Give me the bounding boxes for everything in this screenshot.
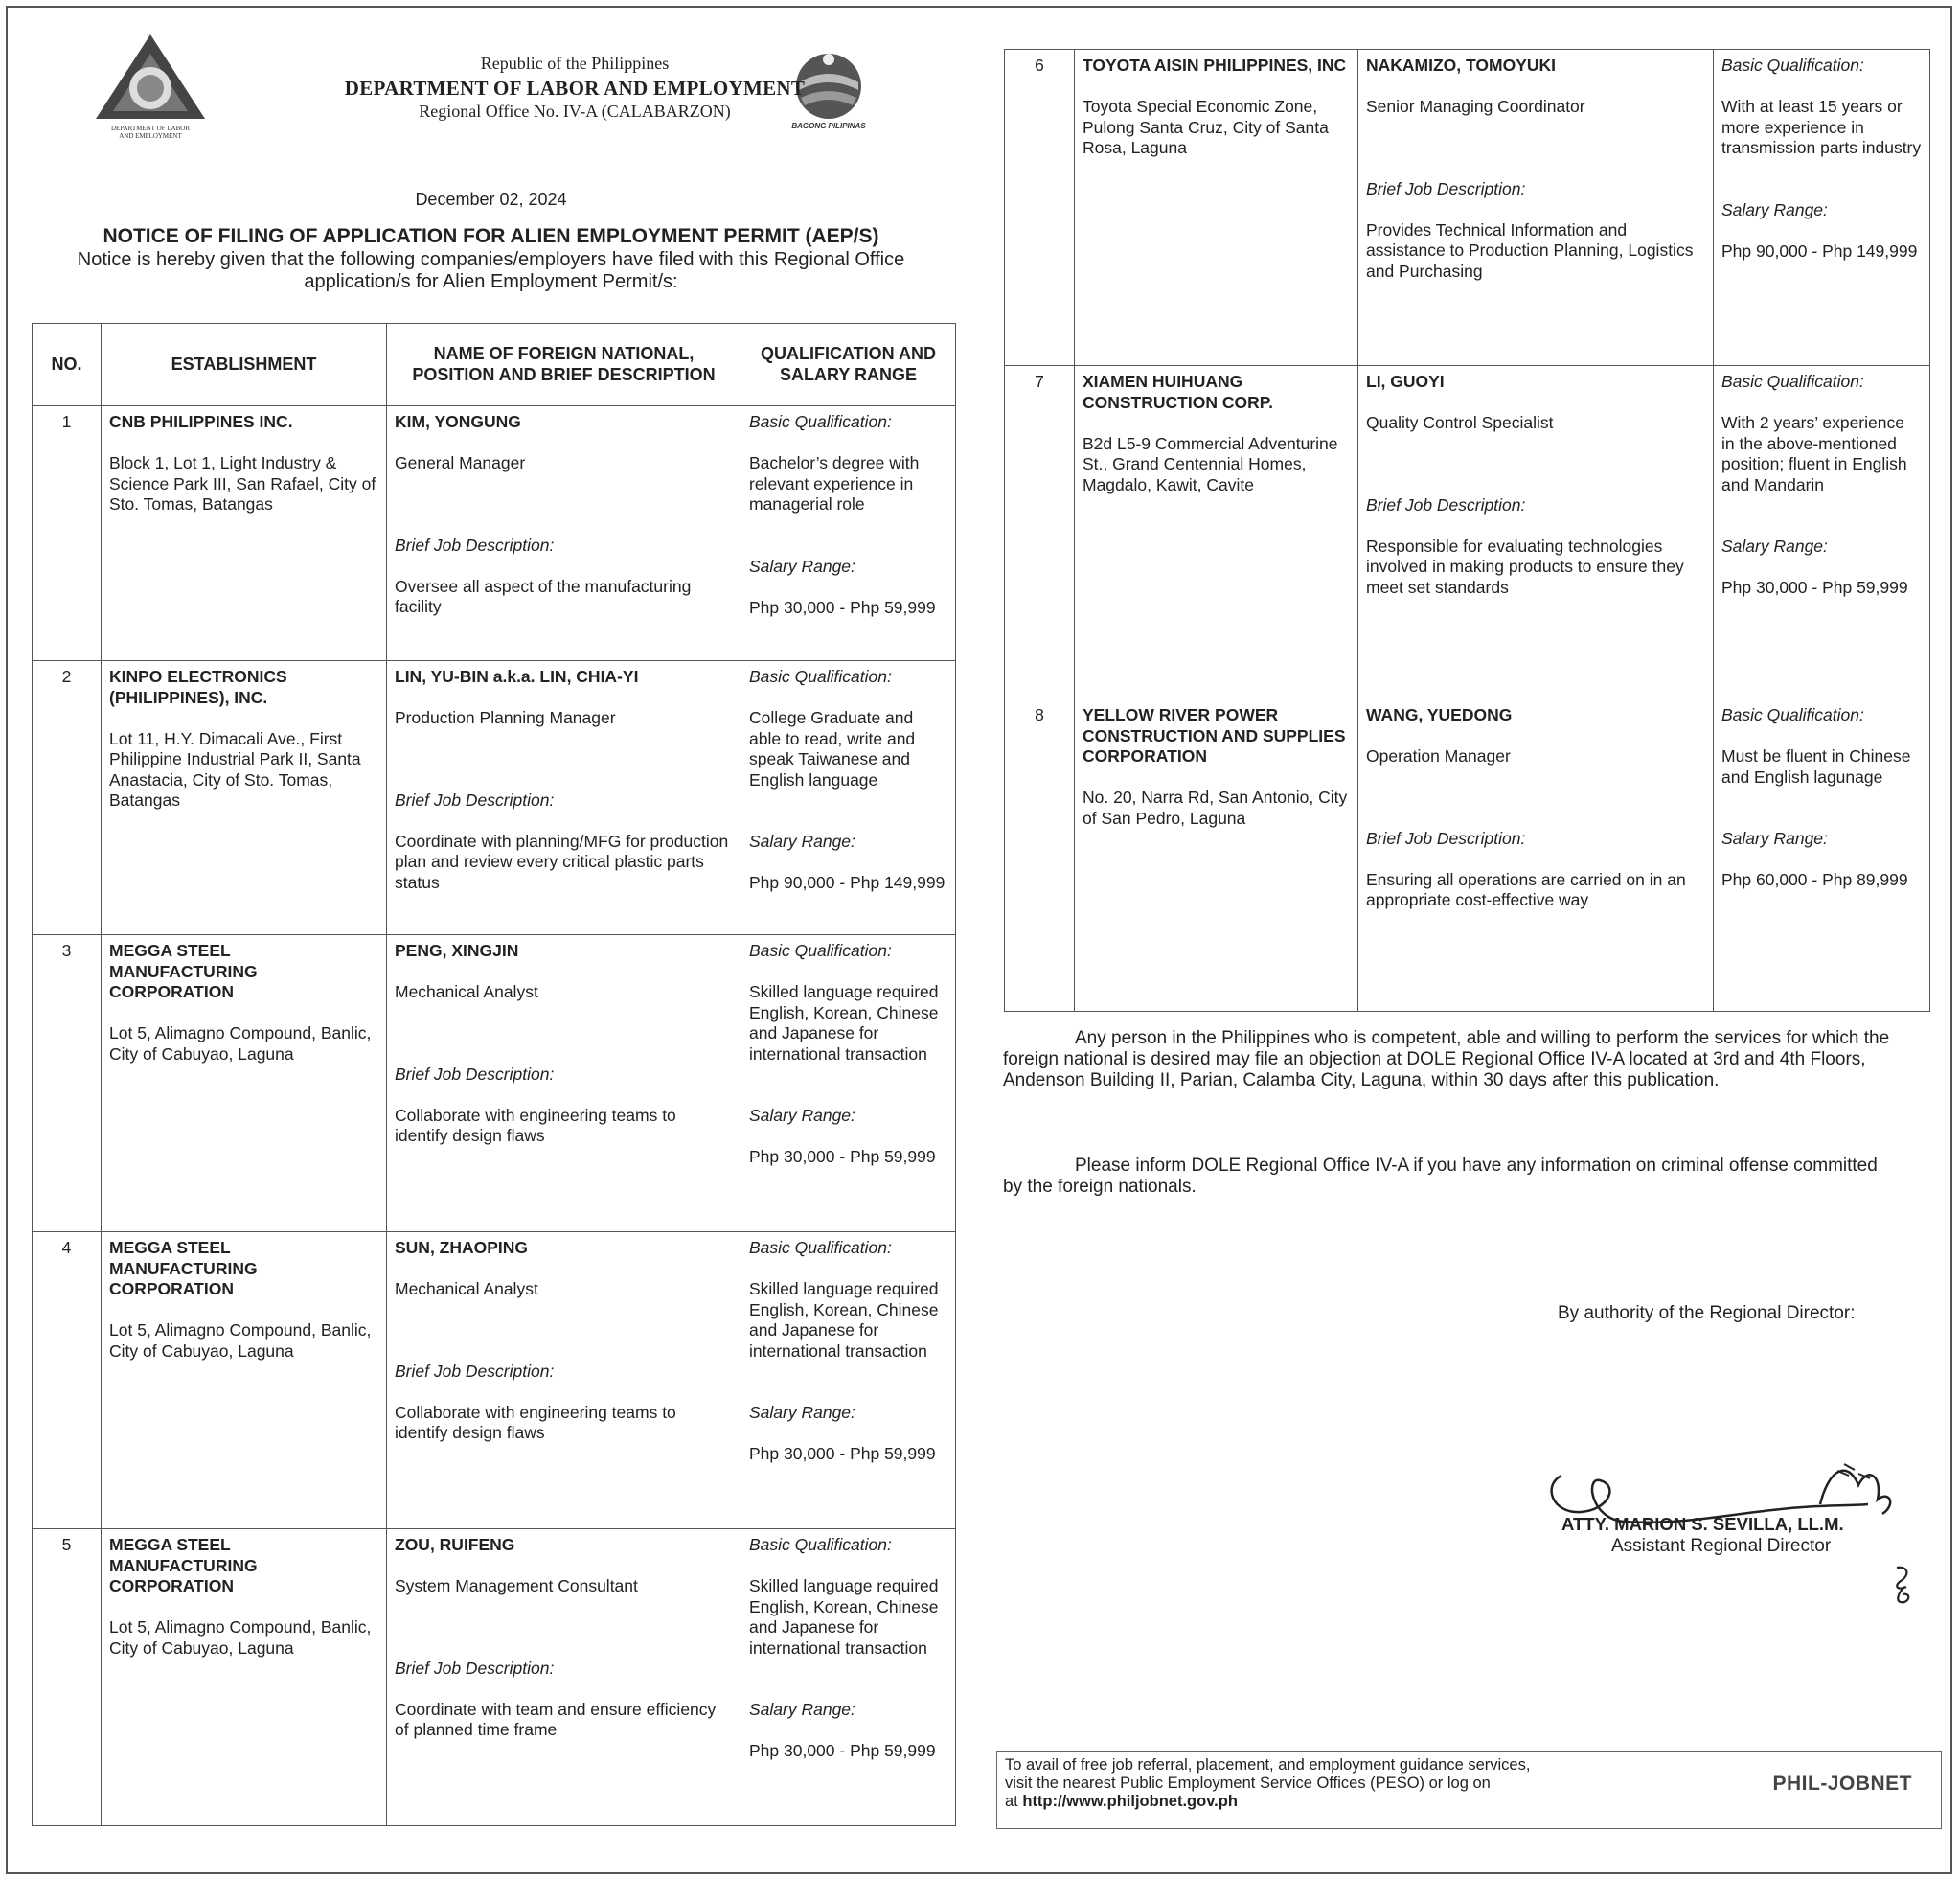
brief-description-label: Brief Job Description: — [395, 1064, 555, 1084]
salary-range-label: Salary Range: — [749, 556, 855, 576]
header-no: NO. — [33, 324, 102, 406]
row-number: 7 — [1035, 372, 1044, 391]
notice-date: December 02, 2024 — [415, 190, 567, 209]
footer-line-2: visit the nearest Public Employment Service Offices (PESO) or log on — [1005, 1775, 1491, 1792]
basic-qualification-label: Basic Qualification: — [1721, 705, 1864, 724]
brief-description-label: Brief Job Description: — [395, 1361, 555, 1381]
footer-text — [1005, 1756, 1530, 1811]
header-qualification: QUALIFICATION AND SALARY RANGE — [741, 324, 956, 406]
establishment-name: TOYOTA AISIN PHILIPPINES, INC — [1083, 56, 1347, 75]
establishment-name: MEGGA STEEL MANUFACTURING CORPORATION — [109, 1535, 258, 1595]
initial-mark-icon — [1889, 1562, 1916, 1608]
table-header-row — [33, 324, 956, 406]
position-title: Operation Manager — [1366, 746, 1511, 766]
table-row — [33, 935, 956, 1232]
foreign-national-name: SUN, ZHAOPING — [395, 1238, 529, 1257]
table-row — [1005, 366, 1930, 699]
brief-description-label: Brief Job Description: — [1366, 828, 1526, 848]
table-row — [1005, 50, 1930, 366]
row-number: 1 — [61, 412, 72, 431]
salary-range-label: Salary Range: — [1721, 537, 1828, 556]
row-number: 5 — [61, 1535, 72, 1554]
establishment-address: B2d L5-9 Commercial Adventurine St., Grand Centennial Homes, Magdalo, Kawit, Cavite — [1083, 433, 1338, 494]
footer-url-link[interactable]: http://www.philjobnet.gov.ph — [1022, 1793, 1238, 1810]
position-title: Mechanical Analyst — [395, 982, 538, 1001]
salary-range: Php 60,000 - Php 89,999 — [1721, 870, 1908, 889]
salary-range-label: Salary Range: — [1721, 199, 1828, 219]
basic-qualification: With at least 15 years or more experience in transmission parts industry — [1721, 97, 1922, 157]
header-establishment: ESTABLISHMENT — [102, 324, 387, 406]
philjobnet-logo: PHIL-JOBNET — [1772, 1773, 1912, 1795]
footer-at: at — [1005, 1793, 1023, 1810]
table-row — [33, 406, 956, 661]
position-title: Quality Control Specialist — [1366, 413, 1554, 432]
brief-description: Ensuring all operations are carried on in an appropriate cost-effective way — [1366, 869, 1686, 909]
establishment-name: MEGGA STEEL MANUFACTURING CORPORATION — [109, 1238, 258, 1298]
svg-text:BAGONG PILIPINAS: BAGONG PILIPINAS — [791, 122, 866, 130]
establishment-address: Block 1, Lot 1, Light Industry & Science Park III, San Rafael, City of Sto. Tomas, Batangas — [109, 453, 376, 514]
aep-table-right — [1004, 49, 1930, 1012]
brief-description-label: Brief Job Description: — [1366, 494, 1526, 515]
basic-qualification: Must be fluent in Chinese and English lagunage — [1721, 746, 1911, 787]
basic-qualification-label: Basic Qualification: — [749, 941, 892, 960]
row-number: 8 — [1035, 705, 1044, 724]
row-number: 4 — [61, 1238, 72, 1257]
salary-range-label: Salary Range: — [749, 1106, 855, 1125]
brief-description-label: Brief Job Description: — [1366, 178, 1526, 198]
signatory-position: Assistant Regional Director — [1611, 1536, 1832, 1556]
brief-description-label: Brief Job Description: — [395, 535, 555, 555]
header-foreign-national: NAME OF FOREIGN NATIONAL, POSITION AND BRIEF DESCRIPTION — [387, 324, 741, 406]
basic-qualification-label: Basic Qualification: — [1721, 56, 1864, 75]
basic-qualification: Skilled language required English, Korean, Chinese and Japanese for international transaction — [749, 1279, 939, 1361]
brief-description: Collaborate with engineering teams to identify design flaws — [395, 1105, 676, 1145]
foreign-national-name: WANG, YUEDONG — [1366, 705, 1513, 724]
brief-description: Oversee all aspect of the manufacturing facility — [395, 576, 692, 616]
establishment-name: KINPO ELECTRONICS (PHILIPPINES), INC. — [109, 667, 287, 707]
foreign-national-name: NAKAMIZO, TOMOYUKI — [1366, 56, 1557, 75]
header-department: DEPARTMENT OF LABOR AND EMPLOYMENT — [344, 77, 806, 100]
establishment-address: No. 20, Narra Rd, San Antonio, City of San Pedro, Laguna — [1083, 788, 1348, 828]
objection-paragraph: Any person in the Philippines who is competent, able and willing to perform the services for which the foreign national is desired may file an objection at DOLE Regional Office IV-A located at 3rd and 4th Floors, Andenson Building II, Parian, Calamba City, Laguna, within 30 days after this publication. — [1003, 1028, 1890, 1090]
establishment-name: YELLOW RIVER POWER CONSTRUCTION AND SUPPLIES CORPORATION — [1083, 705, 1346, 766]
salary-range-label: Salary Range: — [749, 832, 855, 851]
establishment-address: Toyota Special Economic Zone, Pulong Santa Cruz, City of Santa Rosa, Laguna — [1083, 97, 1329, 157]
brief-description-label: Brief Job Description: — [395, 1658, 555, 1678]
table-row — [33, 661, 956, 935]
salary-range: Php 30,000 - Php 59,999 — [749, 1147, 936, 1166]
position-title: Production Planning Manager — [395, 708, 616, 727]
basic-qualification: With 2 years’ experience in the above-mentioned position; fluent in English and Mandarin — [1721, 413, 1907, 494]
table-row — [33, 1529, 956, 1826]
notice-title: NOTICE OF FILING OF APPLICATION FOR ALIEN EMPLOYMENT PERMIT (AEP/S) — [103, 225, 879, 247]
brief-description: Coordinate with team and ensure efficiency of planned time frame — [395, 1699, 717, 1739]
brief-description: Provides Technical Information and assistance to Production Planning, Logistics and Purchasing — [1366, 219, 1694, 281]
brief-description: Collaborate with engineering teams to identify design flaws — [395, 1402, 676, 1442]
basic-qualification: Bachelor’s degree with relevant experience in managerial role — [749, 453, 920, 514]
basic-qualification-label: Basic Qualification: — [749, 1535, 892, 1554]
table-row — [1005, 699, 1930, 1012]
header-republic: Republic of the Philippines — [480, 54, 670, 73]
salary-range: Php 30,000 - Php 59,999 — [749, 1741, 936, 1760]
salary-range-label: Salary Range: — [749, 1403, 855, 1422]
position-title: Senior Managing Coordinator — [1366, 97, 1585, 116]
inform-paragraph: Please inform DOLE Regional Office IV-A if you have any information on criminal offense committed by the foreign nationals. — [1003, 1156, 1878, 1197]
establishment-address: Lot 5, Alimagno Compound, Banlic, City of Cabuyao, Laguna — [109, 1320, 372, 1361]
establishment-name: MEGGA STEEL MANUFACTURING CORPORATION — [109, 941, 258, 1001]
header-regional-office: Regional Office No. IV-A (CALABARZON) — [419, 102, 731, 121]
establishment-address: Lot 11, H.Y. Dimacali Ave., First Philippine Industrial Park II, Santa Anastacia, City of Sto. Tomas, Batangas — [109, 728, 361, 810]
establishment-address: Lot 5, Alimagno Compound, Banlic, City of Cabuyao, Laguna — [109, 1617, 372, 1658]
row-number: 3 — [61, 941, 72, 960]
position-title: System Management Consultant — [395, 1576, 638, 1595]
signatory-name: ATTY. MARION S. SEVILLA, LL.M. — [1561, 1514, 1844, 1534]
aep-table-left — [32, 323, 956, 1826]
establishment-name: XIAMEN HUIHUANG CONSTRUCTION CORP. — [1083, 372, 1273, 412]
notice-subtitle: Notice is hereby given that the following companies/employers have filed with this Regional Office application/s for Alien Employment Permit/s: — [77, 249, 905, 292]
salary-range-label: Salary Range: — [749, 1700, 855, 1719]
salary-range: Php 90,000 - Php 149,999 — [749, 873, 946, 892]
footer-box — [996, 1751, 1942, 1829]
svg-text:AND EMPLOYMENT: AND EMPLOYMENT — [119, 132, 182, 140]
brief-description-label: Brief Job Description: — [395, 790, 555, 810]
position-title: General Manager — [395, 453, 526, 472]
basic-qualification-label: Basic Qualification: — [749, 1238, 892, 1257]
establishment-address: Lot 5, Alimagno Compound, Banlic, City of Cabuyao, Laguna — [109, 1023, 372, 1064]
foreign-national-name: LIN, YU-BIN a.k.a. LIN, CHIA-YI — [395, 667, 639, 686]
footer-line-1: To avail of free job referral, placement, and employment guidance services, — [1005, 1756, 1531, 1774]
basic-qualification: Skilled language required English, Korean, Chinese and Japanese for international transaction — [749, 982, 939, 1064]
row-number: 2 — [61, 667, 72, 686]
basic-qualification-label: Basic Qualification: — [1721, 372, 1864, 391]
brief-description: Responsible for evaluating technologies involved in making products to ensure they meet set standards — [1366, 536, 1684, 597]
svg-text:DEPARTMENT OF LABOR: DEPARTMENT OF LABOR — [110, 125, 191, 132]
foreign-national-name: KIM, YONGUNG — [395, 412, 521, 431]
table-row — [33, 1232, 956, 1529]
basic-qualification-label: Basic Qualification: — [749, 667, 892, 686]
brief-description: Coordinate with planning/MFG for production plan and review every critical plastic parts status — [395, 831, 729, 892]
establishment-name: CNB PHILIPPINES INC. — [109, 412, 293, 431]
footer-line-3 — [1005, 1793, 1530, 1811]
foreign-national-name: LI, GUOYI — [1366, 372, 1445, 391]
salary-range-label: Salary Range: — [1721, 829, 1828, 848]
basic-qualification-label: Basic Qualification: — [749, 412, 892, 431]
basic-qualification: Skilled language required English, Korean, Chinese and Japanese for international transaction — [749, 1576, 939, 1658]
foreign-national-name: PENG, XINGJIN — [395, 941, 519, 960]
salary-range: Php 30,000 - Php 59,999 — [749, 597, 936, 617]
salary-range: Php 30,000 - Php 59,999 — [749, 1444, 936, 1463]
basic-qualification: College Graduate and able to read, write and speak Taiwanese and English language — [749, 708, 916, 790]
salary-range: Php 90,000 - Php 149,999 — [1721, 240, 1918, 261]
foreign-national-name: ZOU, RUIFENG — [395, 1535, 515, 1554]
authority-line: By authority of the Regional Director: — [1558, 1303, 1856, 1323]
position-title: Mechanical Analyst — [395, 1279, 538, 1298]
salary-range: Php 30,000 - Php 59,999 — [1721, 578, 1908, 597]
row-number: 6 — [1035, 56, 1044, 75]
